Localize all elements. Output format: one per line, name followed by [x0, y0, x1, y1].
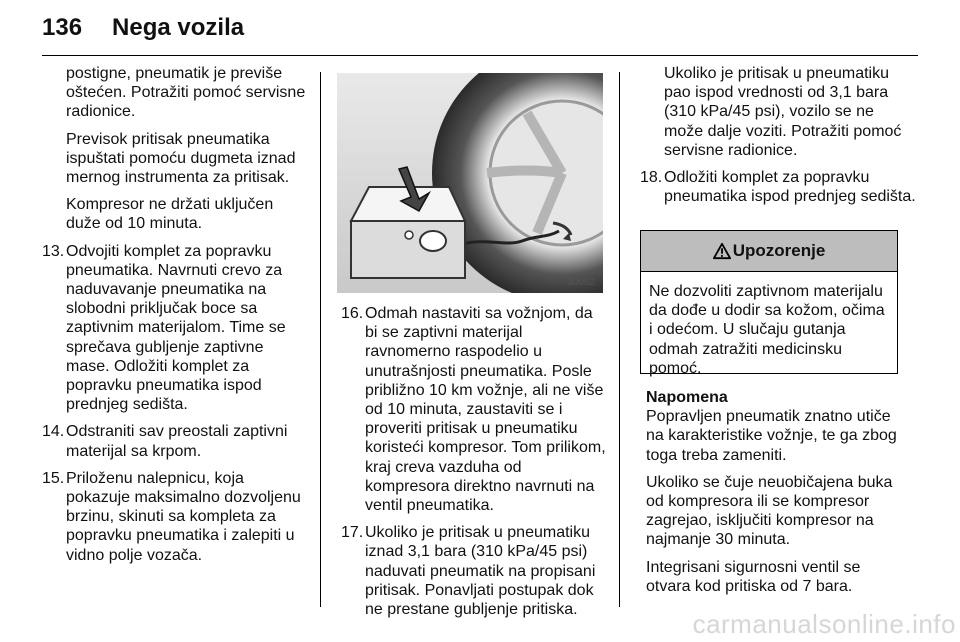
column-divider-left: [320, 72, 321, 607]
pressure-gauge: [420, 231, 446, 251]
paragraph: Integrisani sigurnosni ventil se otvara kod pritiska od 7 bara.: [646, 558, 861, 595]
column-divider-right: [619, 72, 620, 607]
warning-triangle-icon: [713, 242, 731, 260]
item-text: Odložiti komplet za popravku pneumatika ispod prednjeg sedišta.: [664, 169, 916, 206]
item-number: 13.: [42, 242, 65, 260]
note-title: Napomena: [646, 389, 728, 406]
paragraph: Previsok pritisak pneumatika ispuštati pomoću dugmeta iznad mernog instrumenta za pritisak.: [66, 130, 296, 187]
column-right: [640, 64, 916, 214]
compressor-illustration: [337, 73, 603, 293]
item-text: Odvojiti komplet za popravku pneumatika. Navrnuti crevo za naduvavanje pneumatika na slobodni priključak boce sa zaptivnim materijalom. Time se sprečava gubljenje zaptivne mase. Odložiti komplet za popravku pneumatika ispod prednjeg sedišta.: [66, 242, 286, 414]
column-middle: [341, 304, 607, 627]
item-text: Odmah nastaviti sa vožnjom, da bi se zaptivni materijal ravnomerno raspodelio u unutrašnjosti pneumatika. Posle približno 10 km vožnje, ali ne više od 10 minuta, zaustaviti se i proveriti pritisak u pneumatiku koristeći kompresor. Tom prilikom, kraj creva vazduha od kompresora direktno navrnuti na ventil pneumatika.: [365, 305, 606, 515]
item-number: 17.: [341, 524, 364, 542]
item-number: 14.: [42, 423, 65, 441]
header-rule: [42, 55, 918, 56]
paragraph: Ukoliko je pritisak u pneumatiku pao ispod vrednosti od 3,1 bara (310 kPa/45 psi), vozilo se ne može dalje voziti. Potražiti pomoć servisne radionice.: [664, 65, 902, 159]
item-number: 15.: [42, 469, 65, 487]
watermark: carmanualsonline.info: [692, 609, 956, 639]
list-item: [341, 523, 607, 619]
release-button: [405, 231, 413, 239]
item-text: Priloženu nalepnicu, koja pokazuje maksimalno dozvoljenu brzinu, skinuti sa kompleta za popravku pneumatika i zalepiti u vidno polje vozača.: [66, 469, 301, 564]
paragraph: Kompresor ne držati uključen duže od 10 minuta.: [66, 196, 274, 233]
page-title: Nega vozila: [112, 14, 245, 41]
item-number: 16.: [341, 305, 364, 322]
page-header: [42, 14, 244, 42]
list-item: [42, 422, 310, 460]
warning-box: [640, 230, 898, 377]
paragraph: postigne, pneumatik je previše oštećen. Potražiti pomoć servisne radionice.: [66, 65, 306, 121]
paragraph: Popravljen pneumatik znatno utiče na karakteristike vožnje, te ga zbog toga treba zameniti.: [646, 408, 897, 464]
list-item: [640, 168, 916, 206]
column-left: [42, 64, 310, 573]
item-number: 18.: [640, 169, 663, 187]
item-text: Odstraniti sav preostali zaptivni materijal sa krpom.: [66, 423, 288, 460]
warning-header: [641, 231, 897, 272]
list-item: [42, 242, 310, 415]
list-item: [341, 304, 607, 515]
item-text: Ukoliko je pritisak u pneumatiku iznad 3,1 bara (310 kPa/45 psi) naduvati pneumatik na propisani pritisak. Ponavljati postupak dok ne prestane gubljenje pritiska.: [365, 524, 596, 619]
warning-title: Upozorenje: [732, 241, 826, 260]
page-number: 136: [42, 14, 83, 41]
list-item: [42, 469, 310, 565]
illustration-code: 30062: [567, 277, 595, 288]
paragraph: Ukoliko se čuje neuobičajena buka od kompresora ili se kompresor zagrejao, isključiti kompresor na najmanje 30 minuta.: [646, 473, 893, 549]
note-section: [646, 388, 906, 604]
warning-text: Ne dozvoliti zaptivnom materijalu da dođe u dodir sa kožom, očima i odećom. U slučaju gutanja odmah zatražiti medicinsku pomoć.: [649, 283, 885, 377]
rim-spoke: [487, 171, 562, 174]
